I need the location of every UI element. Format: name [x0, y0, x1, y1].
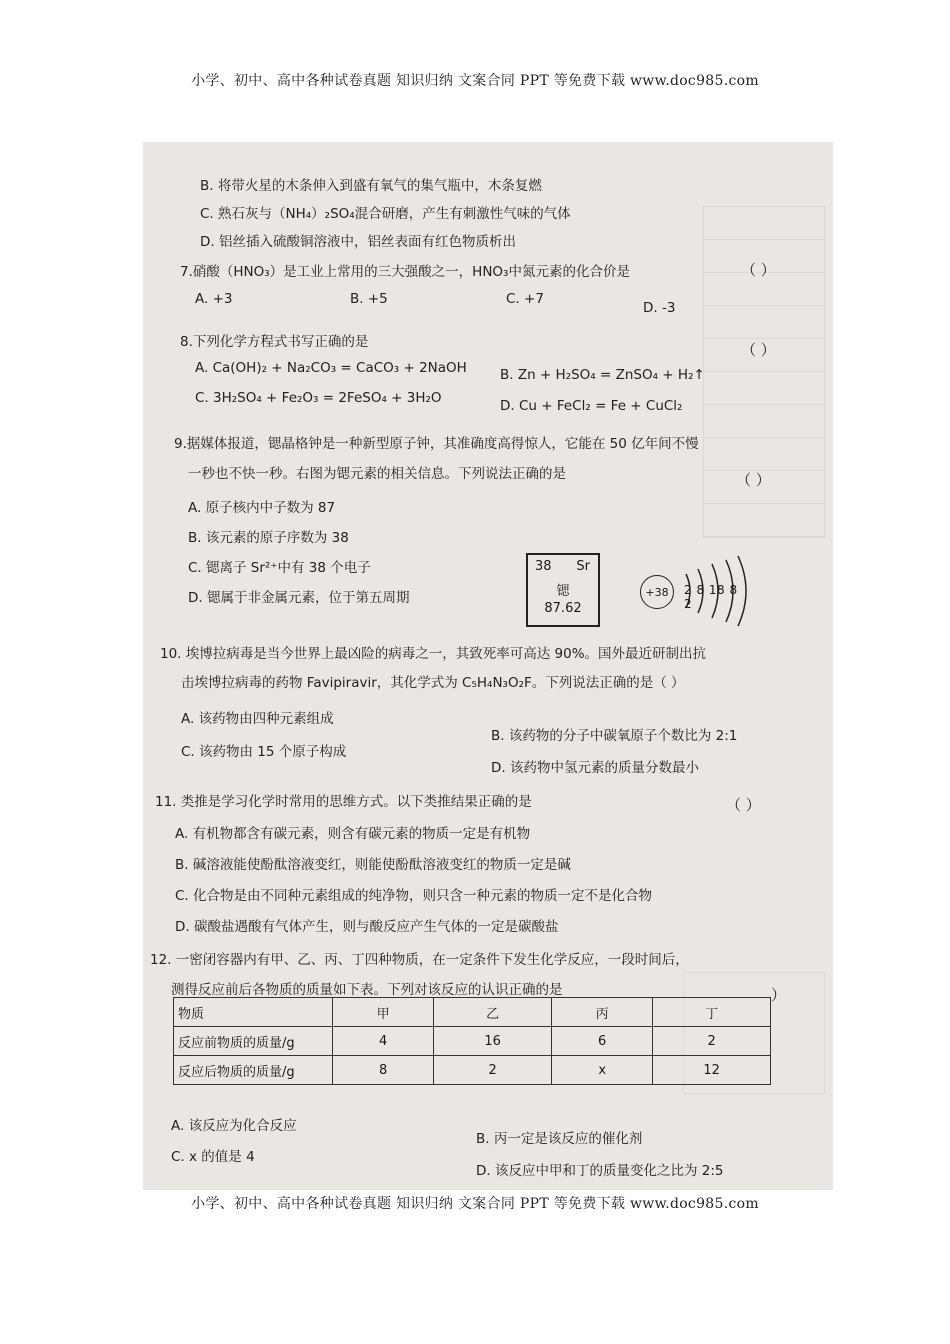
q8-option-a: A. Ca(OH)₂ + Na₂CO₃ = CaCO₃ + 2NaOH [195, 360, 467, 376]
q12-option-a: A. 该反应为化合反应 [171, 1118, 297, 1134]
q10-option-d: D. 该药物中氢元素的质量分数最小 [491, 760, 699, 776]
q12-option-b: B. 丙一定是该反应的催化剂 [476, 1131, 643, 1147]
element-atomic-mass: 87.62 [544, 601, 582, 616]
q7-answer-paren: （ ） [741, 261, 776, 279]
element-name: 锶 [556, 584, 570, 599]
q8-stem: 8.下列化学方程式书写正确的是 [180, 334, 369, 350]
q9-stem-line2: 一秒也不快一秒。右图为锶元素的相关信息。下列说法正确的是 [188, 466, 566, 482]
header-banner: 小学、初中、高中各种试卷真题 知识归纳 文案合同 PPT 等免费下载 www.doc985.com [191, 73, 759, 89]
table-header-cell: 丁 [653, 998, 771, 1027]
q8-option-c: C. 3H₂SO₄ + Fe₂O₃ = 2FeSO₄ + 3H₂O [195, 390, 442, 406]
table-header-cell: 乙 [434, 998, 552, 1027]
q12-option-c: C. x 的值是 4 [171, 1149, 255, 1165]
q6-option-c: C. 熟石灰与（NH₄）₂SO₄混合研磨，产生有刺激性气味的气体 [200, 206, 571, 222]
q7-option-c: C. +7 [506, 291, 544, 307]
scanned-page [143, 142, 833, 1190]
electron-shell-counts: 2 8 18 8 2 [684, 583, 738, 611]
q6-option-b: B. 将带火星的木条伸入到盛有氧气的集气瓶中，木条复燃 [200, 178, 542, 194]
q12-answer-paren: ） [771, 986, 787, 1004]
footer-banner: 小学、初中、高中各种试卷真题 知识归纳 文案合同 PPT 等免费下载 www.doc985.com [191, 1196, 759, 1212]
table-cell: 6 [551, 1027, 652, 1056]
q10-stem-line1: 10. 埃博拉病毒是当今世界上最凶险的病毒之一，其致死率可高达 90%。国外最近研制出抗 [160, 646, 707, 662]
q11-answer-paren: （ ） [726, 796, 761, 814]
table-cell: 16 [434, 1027, 552, 1056]
q9-stem-line1: 9.据媒体报道，锶晶格钟是一种新型原子钟，其准确度高得惊人，它能在 50 亿年间不慢 [174, 436, 699, 452]
mass-table [173, 997, 771, 1085]
table-cell: 8 [333, 1056, 434, 1085]
table-cell: 反应前物质的质量/g [174, 1027, 333, 1056]
q12-option-d: D. 该反应中甲和丁的质量变化之比为 2:5 [476, 1163, 724, 1179]
q9-option-b: B. 该元素的原子序数为 38 [188, 530, 349, 546]
q11-option-a: A. 有机物都含有碳元素，则含有碳元素的物质一定是有机物 [175, 826, 531, 842]
q11-stem: 11. 类推是学习化学时常用的思维方式。以下类推结果正确的是 [155, 794, 532, 810]
table-row [174, 1027, 771, 1056]
q9-option-a: A. 原子核内中子数为 87 [188, 500, 336, 516]
q9-option-c: C. 锶离子 Sr²⁺中有 38 个电子 [188, 560, 371, 576]
table-header-cell: 丙 [551, 998, 652, 1027]
element-atomic-number: 38 [535, 559, 552, 574]
table-header-cell: 物质 [174, 998, 333, 1027]
q11-option-d: D. 碳酸盐遇酸有气体产生，则与酸反应产生气体的一定是碳酸盐 [175, 919, 559, 935]
q11-option-b: B. 碱溶液能使酚酞溶液变红，则能使酚酞溶液变红的物质一定是碱 [175, 857, 571, 873]
table-header-row [174, 998, 771, 1027]
q9-answer-paren: （ ） [736, 471, 771, 489]
table-cell: 12 [653, 1056, 771, 1085]
q10-option-b: B. 该药物的分子中碳氧原子个数比为 2:1 [491, 728, 738, 744]
table-cell: 4 [333, 1027, 434, 1056]
q7-option-a: A. +3 [195, 291, 233, 307]
q7-option-b: B. +5 [350, 291, 388, 307]
element-symbol: Sr [576, 559, 590, 574]
q10-option-a: A. 该药物由四种元素组成 [181, 711, 334, 727]
q8-option-d: D. Cu + FeCl₂ = Fe + CuCl₂ [500, 398, 683, 414]
q12-stem-line1: 12. 一密闭容器内有甲、乙、丙、丁四种物质，在一定条件下发生化学反应，一段时间后， [150, 952, 689, 968]
table-cell: 2 [653, 1027, 771, 1056]
q8-option-b: B. Zn + H₂SO₄ = ZnSO₄ + H₂↑ [500, 367, 705, 383]
table-cell: 2 [434, 1056, 552, 1085]
atom-nucleus: +38 [640, 575, 674, 609]
q10-stem-line2: 击埃博拉病毒的药物 Favipiravir，其化学式为 C₅H₄N₃O₂F。下列说法正确的是（ ） [181, 675, 685, 691]
table-header-cell: 甲 [333, 998, 434, 1027]
element-card-strontium [526, 553, 600, 627]
q8-answer-paren: （ ） [741, 341, 776, 359]
q9-option-d: D. 锶属于非金属元素，位于第五周期 [188, 590, 410, 606]
q11-option-c: C. 化合物是由不同种元素组成的纯净物，则只含一种元素的物质一定不是化合物 [175, 888, 653, 904]
table-cell: 反应后物质的质量/g [174, 1056, 333, 1085]
q12-stem-line2: 测得反应前后各物质的质量如下表。下列对该反应的认识正确的是 [171, 982, 563, 998]
atom-structure-diagram [640, 552, 750, 632]
q6-option-d: D. 铝丝插入硫酸铜溶液中，铝丝表面有红色物质析出 [200, 234, 516, 250]
q10-option-c: C. 该药物由 15 个原子构成 [181, 744, 347, 760]
table-row [174, 1056, 771, 1085]
q7-option-d: D. -3 [643, 300, 676, 316]
table-cell: x [551, 1056, 652, 1085]
q7-stem: 7.硝酸（HNO₃）是工业上常用的三大强酸之一，HNO₃中氮元素的化合价是 [180, 264, 630, 280]
